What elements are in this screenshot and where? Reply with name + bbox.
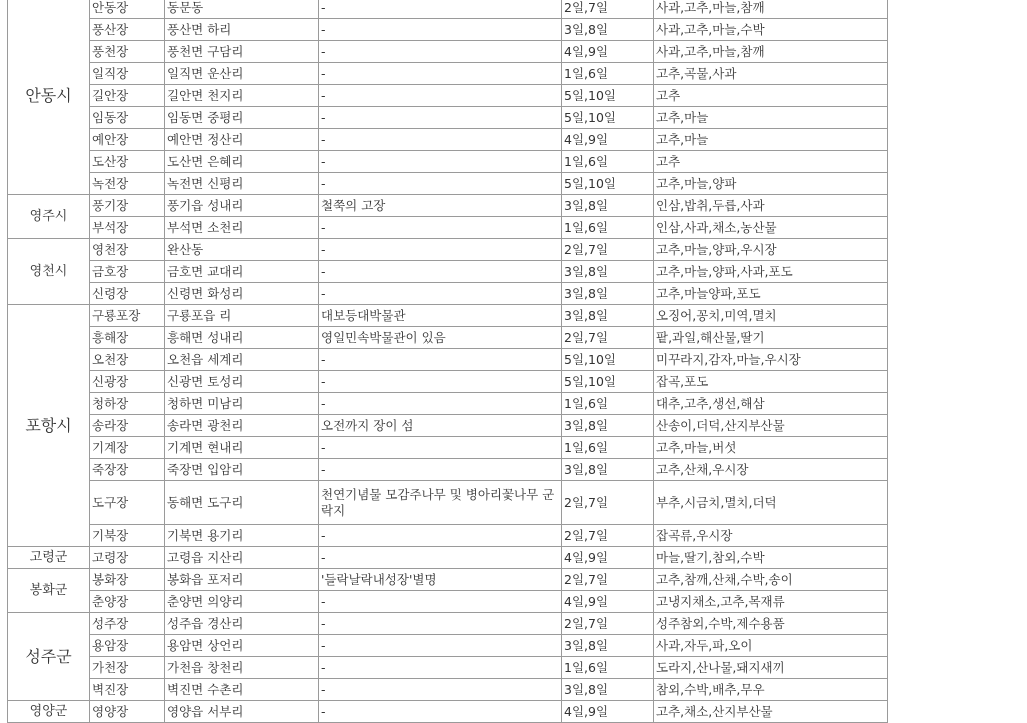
location-cell: 금호면 교대리 bbox=[165, 261, 319, 283]
goods-cell: 고추,산채,우시장 bbox=[654, 459, 888, 481]
market-name-cell: 풍산장 bbox=[90, 19, 165, 41]
market-name-cell: 죽장장 bbox=[90, 459, 165, 481]
market-name-cell: 풍기장 bbox=[90, 195, 165, 217]
table-row bbox=[8, 415, 888, 437]
market-name-cell: 도구장 bbox=[90, 481, 165, 525]
market-name-cell: 용암장 bbox=[90, 635, 165, 657]
market-name-cell: 춘양장 bbox=[90, 591, 165, 613]
market-name-cell: 금호장 bbox=[90, 261, 165, 283]
location-cell: 신광면 토성리 bbox=[165, 371, 319, 393]
location-cell: 길안면 천지리 bbox=[165, 85, 319, 107]
market-table bbox=[7, 0, 888, 723]
note-cell: - bbox=[319, 437, 562, 459]
table-row bbox=[8, 393, 888, 415]
goods-cell: 성주참외,수박,제수용품 bbox=[654, 613, 888, 635]
note-cell: - bbox=[319, 635, 562, 657]
market-days-cell: 5일,10일 bbox=[562, 107, 654, 129]
market-days-cell: 1일,6일 bbox=[562, 151, 654, 173]
note-cell: 영일민속박물관이 있음 bbox=[319, 327, 562, 349]
market-days-cell: 3일,8일 bbox=[562, 415, 654, 437]
table-row bbox=[8, 63, 888, 85]
note-cell: 오전까지 장이 섬 bbox=[319, 415, 562, 437]
market-name-cell: 오천장 bbox=[90, 349, 165, 371]
table-row bbox=[8, 349, 888, 371]
location-cell: 용암면 상언리 bbox=[165, 635, 319, 657]
note-cell: - bbox=[319, 371, 562, 393]
location-cell: 성주읍 경산리 bbox=[165, 613, 319, 635]
location-cell: 완산동 bbox=[165, 239, 319, 261]
table-row bbox=[8, 547, 888, 569]
goods-cell: 미꾸라지,감자,마늘,우시장 bbox=[654, 349, 888, 371]
location-cell: 벽진면 수촌리 bbox=[165, 679, 319, 701]
goods-cell: 인삼,사과,채소,농산물 bbox=[654, 217, 888, 239]
market-days-cell: 1일,6일 bbox=[562, 63, 654, 85]
table-row bbox=[8, 129, 888, 151]
market-name-cell: 성주장 bbox=[90, 613, 165, 635]
location-cell: 도산면 은혜리 bbox=[165, 151, 319, 173]
location-cell: 기북면 용기리 bbox=[165, 525, 319, 547]
region-cell: 영양군 bbox=[8, 701, 90, 723]
region-cell: 포항시 bbox=[8, 305, 90, 547]
note-cell: - bbox=[319, 261, 562, 283]
note-cell: - bbox=[319, 173, 562, 195]
market-days-cell: 3일,8일 bbox=[562, 261, 654, 283]
note-cell: 대보등대박물관 bbox=[319, 305, 562, 327]
region-cell: 고령군 bbox=[8, 547, 90, 569]
market-name-cell: 가천장 bbox=[90, 657, 165, 679]
market-name-cell: 고령장 bbox=[90, 547, 165, 569]
note-cell: - bbox=[319, 591, 562, 613]
note-cell: - bbox=[319, 349, 562, 371]
note-cell: - bbox=[319, 85, 562, 107]
location-cell: 기계면 현내리 bbox=[165, 437, 319, 459]
goods-cell: 고추 bbox=[654, 151, 888, 173]
goods-cell: 고추,채소,산지부산물 bbox=[654, 701, 888, 723]
note-cell: - bbox=[319, 239, 562, 261]
goods-cell: 부추,시금치,멸치,더덕 bbox=[654, 481, 888, 525]
location-cell: 청하면 미남리 bbox=[165, 393, 319, 415]
goods-cell: 사과,고추,마늘,수박 bbox=[654, 19, 888, 41]
location-cell: 구룡포읍 리 bbox=[165, 305, 319, 327]
goods-cell: 오징어,꽁치,미역,멸치 bbox=[654, 305, 888, 327]
note-cell: - bbox=[319, 0, 562, 19]
note-cell: - bbox=[319, 613, 562, 635]
market-name-cell: 신광장 bbox=[90, 371, 165, 393]
goods-cell: 마늘,딸기,참외,수박 bbox=[654, 547, 888, 569]
goods-cell: 산송이,더덕,산지부산물 bbox=[654, 415, 888, 437]
market-name-cell: 기계장 bbox=[90, 437, 165, 459]
location-cell: 임동면 중평리 bbox=[165, 107, 319, 129]
market-name-cell: 일직장 bbox=[90, 63, 165, 85]
note-cell: - bbox=[319, 459, 562, 481]
market-name-cell: 구룡포장 bbox=[90, 305, 165, 327]
market-name-cell: 청하장 bbox=[90, 393, 165, 415]
table-row bbox=[8, 371, 888, 393]
goods-cell: 팥,과일,해산물,딸기 bbox=[654, 327, 888, 349]
goods-cell: 고추,마늘 bbox=[654, 129, 888, 151]
table-row bbox=[8, 85, 888, 107]
goods-cell: 고추 bbox=[654, 85, 888, 107]
market-days-cell: 2일,7일 bbox=[562, 327, 654, 349]
goods-cell: 고추,마늘,버섯 bbox=[654, 437, 888, 459]
goods-cell: 고냉지채소,고추,목재류 bbox=[654, 591, 888, 613]
market-days-cell: 1일,6일 bbox=[562, 217, 654, 239]
market-days-cell: 5일,10일 bbox=[562, 349, 654, 371]
market-name-cell: 신령장 bbox=[90, 283, 165, 305]
table-row bbox=[8, 0, 888, 19]
location-cell: 풍천면 구담리 bbox=[165, 41, 319, 63]
market-days-cell: 3일,8일 bbox=[562, 635, 654, 657]
goods-cell: 인삼,밥취,두릅,사과 bbox=[654, 195, 888, 217]
table-row bbox=[8, 679, 888, 701]
market-name-cell: 부석장 bbox=[90, 217, 165, 239]
market-days-cell: 4일,9일 bbox=[562, 547, 654, 569]
location-cell: 죽장면 입암리 bbox=[165, 459, 319, 481]
note-cell: 철쭉의 고장 bbox=[319, 195, 562, 217]
table-row bbox=[8, 635, 888, 657]
goods-cell: 도라지,산나물,돼지새끼 bbox=[654, 657, 888, 679]
market-days-cell: 3일,8일 bbox=[562, 195, 654, 217]
goods-cell: 잡곡,포도 bbox=[654, 371, 888, 393]
table-row bbox=[8, 459, 888, 481]
goods-cell: 사과,고추,마늘,참깨 bbox=[654, 0, 888, 19]
market-days-cell: 1일,6일 bbox=[562, 393, 654, 415]
region-cell: 영천시 bbox=[8, 239, 90, 305]
goods-cell: 고추,참깨,산채,수박,송이 bbox=[654, 569, 888, 591]
region-cell: 성주군 bbox=[8, 613, 90, 701]
note-cell: - bbox=[319, 283, 562, 305]
market-days-cell: 3일,8일 bbox=[562, 283, 654, 305]
goods-cell: 사과,자두,파,오이 bbox=[654, 635, 888, 657]
goods-cell: 잡곡류,우시장 bbox=[654, 525, 888, 547]
note-cell: - bbox=[319, 393, 562, 415]
note-cell: - bbox=[319, 129, 562, 151]
table-row bbox=[8, 525, 888, 547]
market-name-cell: 안동장 bbox=[90, 0, 165, 19]
market-days-cell: 2일,7일 bbox=[562, 239, 654, 261]
note-cell: - bbox=[319, 547, 562, 569]
table-row bbox=[8, 261, 888, 283]
table-row bbox=[8, 305, 888, 327]
table-row bbox=[8, 107, 888, 129]
table-row bbox=[8, 173, 888, 195]
location-cell: 고령읍 지산리 bbox=[165, 547, 319, 569]
table-row bbox=[8, 239, 888, 261]
market-days-cell: 5일,10일 bbox=[562, 85, 654, 107]
location-cell: 송라면 광천리 bbox=[165, 415, 319, 437]
market-days-cell: 4일,9일 bbox=[562, 41, 654, 63]
table-row bbox=[8, 613, 888, 635]
location-cell: 춘양면 의양리 bbox=[165, 591, 319, 613]
location-cell: 녹전면 신평리 bbox=[165, 173, 319, 195]
market-days-cell: 2일,7일 bbox=[562, 0, 654, 19]
location-cell: 흥해면 성내리 bbox=[165, 327, 319, 349]
market-name-cell: 흥해장 bbox=[90, 327, 165, 349]
note-cell: - bbox=[319, 657, 562, 679]
region-cell: 봉화군 bbox=[8, 569, 90, 613]
note-cell: - bbox=[319, 19, 562, 41]
goods-cell: 고추,마늘,양파,사과,포도 bbox=[654, 261, 888, 283]
market-name-cell: 기북장 bbox=[90, 525, 165, 547]
note-cell: - bbox=[319, 217, 562, 239]
note-cell: - bbox=[319, 63, 562, 85]
location-cell: 동문동 bbox=[165, 0, 319, 19]
location-cell: 가천읍 창천리 bbox=[165, 657, 319, 679]
market-name-cell: 풍천장 bbox=[90, 41, 165, 63]
location-cell: 예안면 정산리 bbox=[165, 129, 319, 151]
market-name-cell: 길안장 bbox=[90, 85, 165, 107]
market-days-cell: 5일,10일 bbox=[562, 173, 654, 195]
goods-cell: 고추,마늘양파,포도 bbox=[654, 283, 888, 305]
location-cell: 신령면 화성리 bbox=[165, 283, 319, 305]
region-cell: 안동시 bbox=[8, 0, 90, 195]
market-days-cell: 3일,8일 bbox=[562, 459, 654, 481]
goods-cell: 고추,곡물,사과 bbox=[654, 63, 888, 85]
note-cell: '들락날락내성장'별명 bbox=[319, 569, 562, 591]
market-days-cell: 2일,7일 bbox=[562, 613, 654, 635]
market-days-cell: 4일,9일 bbox=[562, 701, 654, 723]
table-row bbox=[8, 701, 888, 723]
goods-cell: 참외,수박,배추,무우 bbox=[654, 679, 888, 701]
note-cell: - bbox=[319, 679, 562, 701]
market-days-cell: 2일,7일 bbox=[562, 481, 654, 525]
market-days-cell: 2일,7일 bbox=[562, 525, 654, 547]
note-cell: - bbox=[319, 151, 562, 173]
table-row bbox=[8, 19, 888, 41]
note-cell: - bbox=[319, 525, 562, 547]
goods-cell: 고추,마늘,양파,우시장 bbox=[654, 239, 888, 261]
note-cell: - bbox=[319, 107, 562, 129]
table-row bbox=[8, 195, 888, 217]
table-row bbox=[8, 437, 888, 459]
region-cell: 영주시 bbox=[8, 195, 90, 239]
location-cell: 풍기읍 성내리 bbox=[165, 195, 319, 217]
note-cell: - bbox=[319, 41, 562, 63]
table-row bbox=[8, 591, 888, 613]
table-row bbox=[8, 151, 888, 173]
market-name-cell: 도산장 bbox=[90, 151, 165, 173]
market-name-cell: 영양장 bbox=[90, 701, 165, 723]
market-days-cell: 2일,7일 bbox=[562, 569, 654, 591]
goods-cell: 고추,마늘 bbox=[654, 107, 888, 129]
note-cell: - bbox=[319, 701, 562, 723]
market-days-cell: 4일,9일 bbox=[562, 591, 654, 613]
market-name-cell: 벽진장 bbox=[90, 679, 165, 701]
location-cell: 영양읍 서부리 bbox=[165, 701, 319, 723]
market-days-cell: 5일,10일 bbox=[562, 371, 654, 393]
market-days-cell: 4일,9일 bbox=[562, 129, 654, 151]
table-row bbox=[8, 657, 888, 679]
goods-cell: 사과,고추,마늘,참깨 bbox=[654, 41, 888, 63]
market-name-cell: 송라장 bbox=[90, 415, 165, 437]
goods-cell: 대추,고추,생선,해삼 bbox=[654, 393, 888, 415]
market-days-cell: 1일,6일 bbox=[562, 657, 654, 679]
location-cell: 오천읍 세계리 bbox=[165, 349, 319, 371]
location-cell: 풍산면 하리 bbox=[165, 19, 319, 41]
table-row bbox=[8, 481, 888, 525]
table-row bbox=[8, 41, 888, 63]
market-name-cell: 녹전장 bbox=[90, 173, 165, 195]
market-days-cell: 1일,6일 bbox=[562, 437, 654, 459]
market-name-cell: 예안장 bbox=[90, 129, 165, 151]
market-name-cell: 임동장 bbox=[90, 107, 165, 129]
table-row bbox=[8, 283, 888, 305]
location-cell: 동해면 도구리 bbox=[165, 481, 319, 525]
market-days-cell: 3일,8일 bbox=[562, 679, 654, 701]
note-cell: 천연기념물 모감주나무 및 병아리꽃나무 군락지 bbox=[319, 481, 562, 525]
goods-cell: 고추,마늘,양파 bbox=[654, 173, 888, 195]
market-days-cell: 3일,8일 bbox=[562, 305, 654, 327]
table-row bbox=[8, 569, 888, 591]
location-cell: 부석면 소천리 bbox=[165, 217, 319, 239]
location-cell: 일직면 운산리 bbox=[165, 63, 319, 85]
market-days-cell: 3일,8일 bbox=[562, 19, 654, 41]
market-table-body bbox=[8, 0, 888, 723]
market-name-cell: 봉화장 bbox=[90, 569, 165, 591]
table-row bbox=[8, 217, 888, 239]
market-name-cell: 영천장 bbox=[90, 239, 165, 261]
table-row bbox=[8, 327, 888, 349]
location-cell: 봉화읍 포저리 bbox=[165, 569, 319, 591]
